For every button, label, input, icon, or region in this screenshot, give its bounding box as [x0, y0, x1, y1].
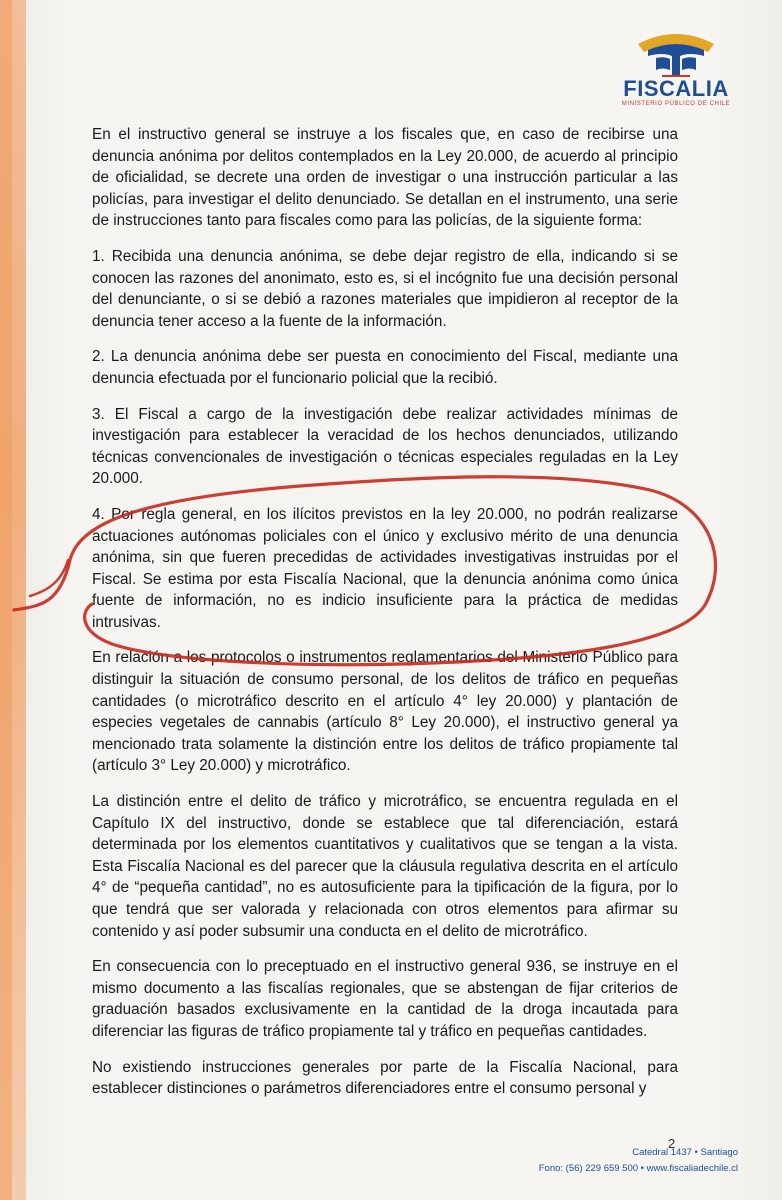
paragraph-intro: En el instructivo general se instruye a los fiscales que, en caso de recibirse una denuncia anónima por delitos contemplados en la Ley 20.000, de acuerdo al principio de oficialidad, se decrete una orden de investigar o una instrucción particular a las policías, para investigar el delito denunciado. Se detallan en el instrumento, una serie de instrucciones tanto para fiscales como para las policías, de la siguiente forma: — [92, 126, 678, 230]
paragraph-item-4: 4. Por regla general, en los ilícitos previstos en la ley 20.000, no podrán realizarse actuaciones autónomas policiales con el único y exclusivo mérito de una denuncia anónima, sin que fueren precedidas de actividades investigativas instruidas por el Fiscal. Se estima por esta Fiscalía Nacional, que la denuncia anónima como única fuente de información, no es indicio insuficiente para la práctica de medidas intrusivas. — [92, 505, 678, 631]
fiscalia-logo — [612, 30, 740, 112]
paragraph-closing: No existiendo instrucciones generales por parte de la Fiscalía Nacional, para establecer distinciones o parámetros diferenciadores entre el consumo personal y — [92, 1058, 678, 1098]
fiscalia-emblem-icon — [634, 30, 718, 78]
paragraph-item-2: 2. La denuncia anónima debe ser puesta en conocimiento del Fiscal, mediante una denuncia efectuada por el funcionario policial que la recibió. — [92, 348, 678, 387]
paragraph-item-3: 3. El Fiscal a cargo de la investigación debe realizar actividades mínimas de investigación para establecer la veracidad de los hechos denunciados, utilizando técnicas convencionales de investigación o técnicas especiales reguladas en la Ley 20.000. — [92, 405, 678, 488]
paragraph-consequence: En consecuencia con lo preceptuado en el instructivo general 936, se instruye en el mismo documento a las fiscalías regionales, que se abstengan de fijar criterios de graduación basados exclusivamente en la cantidad de la droga incautada para diferenciar las figuras de tráfico propiamente tal y tráfico en pequeñas cantidades. — [92, 958, 678, 1040]
paragraph-item-1: 1. Recibida una denuncia anónima, se debe dejar registro de ella, indicando si se conocen las razones del anonimato, esto es, si el incógnito fue una decisión personal del denunciante, o si se debió a razones materiales que impidieron al receptor de la denuncia tener acceso a la fuente de la información. — [92, 247, 678, 330]
logo-subtitle: MINISTERIO PÚBLICO DE CHILE — [621, 101, 731, 107]
page-edge-shadow — [0, 0, 12, 1200]
paragraph-protocols: En relación a los protocolos o instrumentos reglamentarios del Ministerio Público para distinguir la situación de consumo personal, de los delitos de tráfico en pequeñas cantidades (o microtráfico descrito en el artículo 4° ley 20.000) y plantación de especies vegetales de cannabis (artículo 8° Ley 20.000), el instructivo general ya mencionado trata solamente la distinción entre los delitos de tráfico propiamente tal (artículo 3° Ley 20.000) y microtráfico. — [92, 649, 678, 775]
document-body — [92, 124, 678, 1114]
logo-wordmark: FISCALIA — [623, 76, 729, 101]
paragraph-distinction: La distinción entre el delito de tráfico y microtráfico, se encuentra regulada en el Capítulo IX del instructivo, donde se establece que tal diferenciación, estará determinada por los elementos cuantitativos y cualitativos que se tengan a la vista. Esta Fiscalía Nacional es del parecer que la cláusula regulativa descrita en el artículo 4° de “pequeña cantidad”, no es autosuficiente para la tipificación de la figura, por lo que tendrá que ser valorada y relacionada con otros elementos para afirmar su contenido y así poder subsumir una conducta en el delito de microtráfico. — [92, 793, 678, 940]
page-number: 2 — [668, 1136, 676, 1151]
footer-contact: Fono: (56) 229 659 500 • www.fiscaliadechile.cl — [538, 1163, 738, 1174]
footer-address: Catedral 1437 • Santiago — [632, 1147, 738, 1158]
page-footer — [539, 1145, 738, 1177]
